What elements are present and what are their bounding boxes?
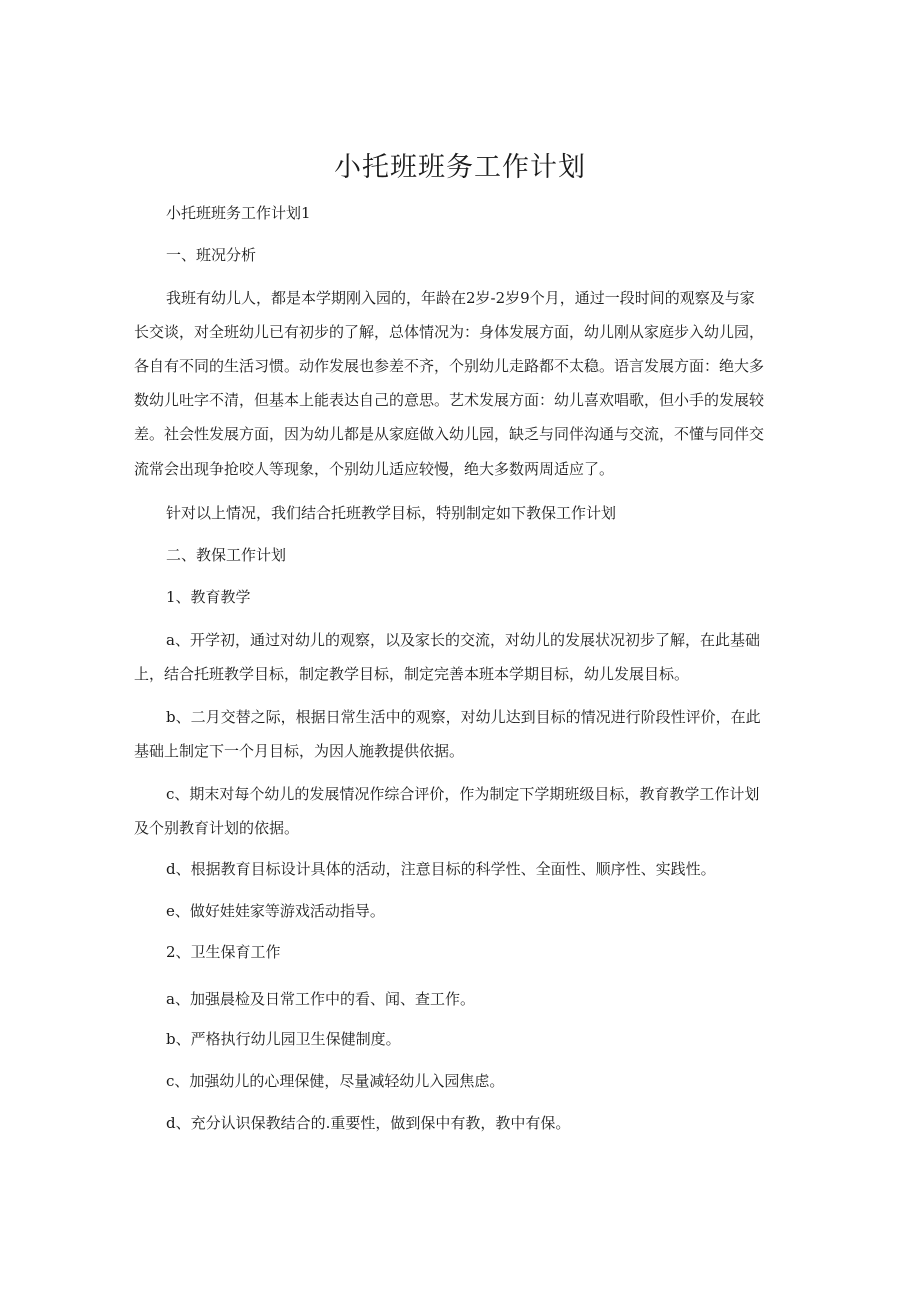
list-item-line: d、根据教育目标设计具体的活动，注意目标的科学性、全面性、顺序性、实践性。	[166, 860, 716, 878]
subsection-heading-health-care: 2、卫生保育工作	[166, 943, 281, 961]
list-item-line: d、充分认识保教结合的.重要性，做到保中有教，教中有保。	[166, 1114, 571, 1132]
paragraph-line: 差。社会性发展方面，因为幼儿都是从家庭做入幼儿园，缺乏与同伴沟通与交流，不懂与同伴交	[134, 425, 765, 443]
paragraph-line: 我班有幼儿人，都是本学期刚入园的，年龄在2岁-2岁9个月，通过一段时间的观察及与家	[166, 289, 755, 307]
paragraph-line: 数幼儿吐字不清，但基本上能表达自己的意思。艺术发展方面：幼儿喜欢唱歌，但小手的发展较	[134, 391, 765, 409]
subsection-heading-teaching: 1、教育教学	[166, 588, 251, 606]
list-item-line: a、加强晨检及日常工作中的看、闻、查工作。	[166, 990, 475, 1008]
section-heading-care-plan: 二、教保工作计划	[166, 546, 287, 564]
paragraph-line: 针对以上情况，我们结合托班教学目标，特别制定如下教保工作计划	[166, 504, 617, 522]
list-item-line: c、期末对每个幼儿的发展情况作综合评价，作为制定下学期班级目标，教育教学工作计划	[166, 785, 760, 803]
list-item-line: 上，结合托班教学目标，制定教学目标，制定完善本班本学期目标，幼儿发展目标。	[134, 665, 690, 683]
list-item-line: 及个别教育计划的依据。	[134, 819, 300, 837]
document-subtitle: 小托班班务工作计划1	[166, 204, 311, 222]
paragraph-line: 长交谈，对全班幼儿已有初步的了解，总体情况为：身体发展方面，幼儿刚从家庭步入幼儿园，	[134, 323, 765, 341]
section-heading-class-analysis: 一、班况分析	[166, 246, 257, 264]
paragraph-line: 各自有不同的生活习惯。动作发展也参差不齐，个别幼儿走路都不太稳。语言发展方面：绝大多	[134, 357, 765, 375]
paragraph-line: 流常会出现争抢咬人等现象，个别幼儿适应较慢，绝大多数两周适应了。	[134, 460, 615, 478]
list-item-line: e、做好娃娃家等游戏活动指导。	[166, 902, 385, 920]
list-item-line: a、开学初，通过对幼儿的观察，以及家长的交流，对幼儿的发展状况初步了解，在此基础	[166, 631, 760, 649]
document-title: 小托班班务工作计划	[334, 152, 586, 183]
list-item-line: b、二月交替之际，根据日常生活中的观察，对幼儿达到目标的情况进行阶段性评价，在此	[166, 708, 761, 726]
list-item-line: c、加强幼儿的心理保健，尽量减轻幼儿入园焦虑。	[166, 1072, 505, 1090]
list-item-line: b、严格执行幼儿园卫生保健制度。	[166, 1030, 401, 1048]
list-item-line: 基础上制定下一个月目标，为因人施教提供依据。	[134, 742, 465, 760]
